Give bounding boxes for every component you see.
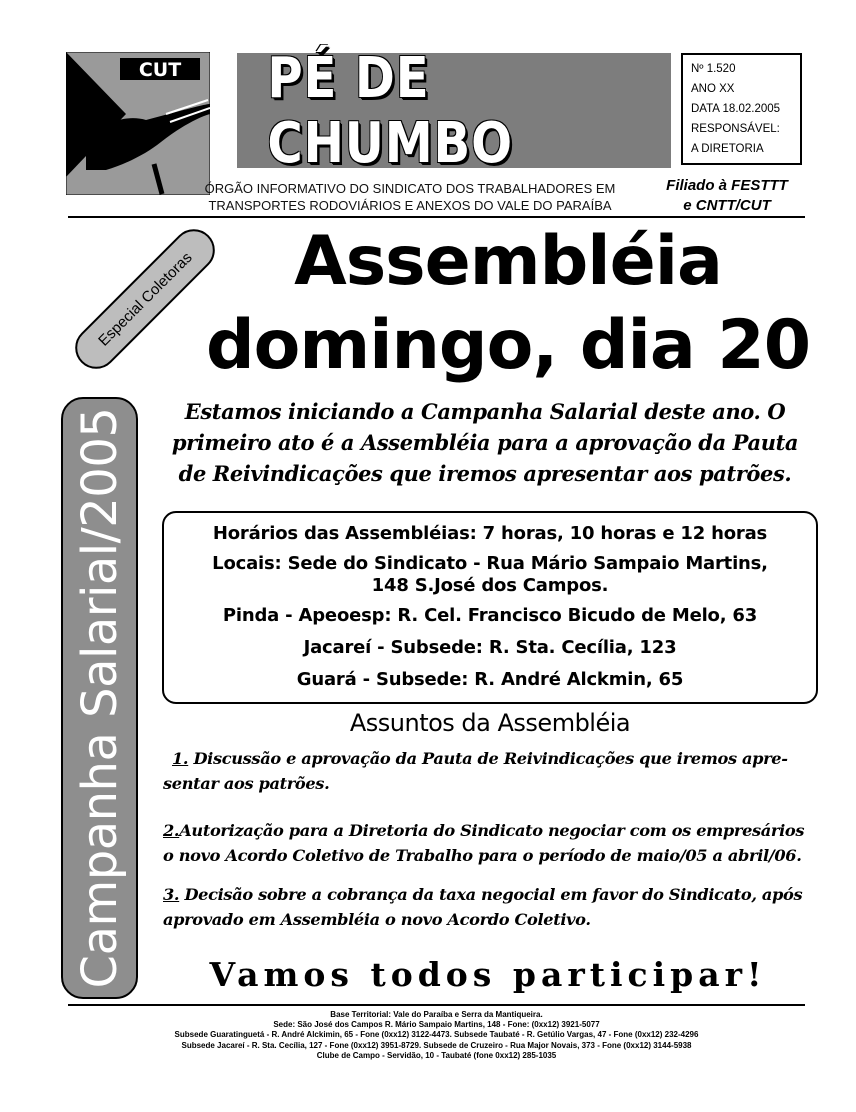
agenda-item-number: 1. xyxy=(172,749,189,768)
footer-line: Clube de Campo - Servidão, 10 - Taubaté (fone 0xx12) 285-1035 xyxy=(316,1050,557,1060)
schedule-location-guara: Guará - Subsede: R. André Alckmin, 65 xyxy=(296,669,684,690)
tagline xyxy=(170,180,650,214)
intro-paragraph xyxy=(160,396,810,489)
intro-line: Estamos iniciando a Campanha Salarial deste ano. O xyxy=(184,399,786,424)
cut-logo-text: CUT xyxy=(138,59,182,81)
campanha-salarial-banner xyxy=(61,397,138,999)
masthead xyxy=(237,45,671,176)
affiliation-line: e CNTT/CUT xyxy=(683,197,771,214)
agenda-item-text: aprovado em Assembléia o novo Acordo Coletivo. xyxy=(163,910,591,929)
intro-line: primeiro ato é a Assembléia para a aprovação da Pauta xyxy=(171,430,799,455)
agenda-item-text: Discussão e aprovação da Pauta de Reivindicações que iremos apre- xyxy=(188,749,788,768)
affiliation-line: Filiado à FESTTT xyxy=(666,177,788,194)
schedule-location: 148 S.José dos Campos. xyxy=(371,575,609,596)
footer-contacts xyxy=(68,1010,805,1061)
agenda-item xyxy=(163,818,813,868)
tagline-line: ÓRGÃO INFORMATIVO DO SINDICATO DOS TRABALHADORES EM xyxy=(204,181,616,196)
footer-line: Sede: São José dos Campos R. Mário Sampaio Martins, 148 - Fone: (0xx12) 3921-5077 xyxy=(273,1020,600,1030)
tagline-line: TRANSPORTES RODOVIÁRIOS E ANEXOS DO VALE DO PARAÍBA xyxy=(208,198,612,213)
agenda-item-text: sentar aos patrões. xyxy=(163,774,330,793)
agenda-item xyxy=(163,746,813,796)
footer-divider xyxy=(68,1004,805,1006)
schedule-location: Locais: Sede do Sindicato - Rua Mário Sampaio Martins, xyxy=(212,553,768,574)
affiliation xyxy=(652,176,802,216)
masthead-title: PÉ DE CHUMBO xyxy=(267,45,513,176)
footer-line: Base Territorial: Vale do Paraíba e Serra da Mantiqueira. xyxy=(330,1010,543,1019)
cut-logo xyxy=(66,52,210,195)
intro-line: de Reivindicações que iremos apresentar aos patrões. xyxy=(178,461,792,486)
schedule-box xyxy=(162,511,818,704)
headline-title: Assembléia xyxy=(294,222,722,301)
header-divider xyxy=(68,216,805,218)
headline-subtitle: domingo, dia 20 xyxy=(205,306,811,385)
campanha-salarial-text: Campanha Salarial/2005 xyxy=(71,407,128,989)
issue-responsible: A DIRETORIA xyxy=(691,143,764,155)
especial-coletoras-tag: Especial Coletoras xyxy=(67,221,224,378)
cut-logo-graphic xyxy=(66,52,210,195)
footer-line: Subsede Guaratinguetá - R. André Alckimin, 65 - Fone (0xx12) 3122-4473. Subsede Taubaté - R. Getúlio Vargas, 47 - Fone (0xx12) 232-4296 xyxy=(174,1030,699,1040)
schedule-location-jacarei: Jacareí - Subsede: R. Sta. Cecília, 123 xyxy=(303,637,677,658)
footer-line: Subsede Jacareí - R. Sta. Cecília, 127 - Fone (0xx12) 3951-8729. Subsede de Cruzeiro - Rua Major Novais, 373 - Fone (0xx12) 3144-5938 xyxy=(181,1040,692,1050)
issue-info-box xyxy=(681,53,802,165)
schedule-location-pinda: Pinda - Apeoesp: R. Cel. Francisco Bicudo de Melo, 63 xyxy=(222,605,758,626)
schedule-hours: Horários das Assembléias: 7 horas, 10 horas e 12 horas xyxy=(212,523,768,544)
issue-year: ANO XX xyxy=(691,83,735,95)
agenda-item-text: Autorização para a Diretoria do Sindicato negociar com os empresários xyxy=(179,821,805,840)
agenda-item-number: 2. xyxy=(163,821,180,840)
agenda-item-number: 3. xyxy=(163,885,180,904)
agenda-item xyxy=(163,882,813,932)
issue-responsible-label: RESPONSÁVEL: xyxy=(691,123,780,135)
agenda-item-text: o novo Acordo Coletivo de Trabalho para o período de maio/05 a abril/06. xyxy=(163,846,802,865)
agenda-item-text: Decisão sobre a cobrança da taxa negocial em favor do Sindicato, após xyxy=(179,885,803,904)
issue-number: Nº 1.520 xyxy=(691,63,736,75)
closing-slogan: Vamos todos participar! xyxy=(209,955,767,994)
assuntos-title: Assuntos da Assembléia xyxy=(349,709,631,737)
issue-date: DATA 18.02.2005 xyxy=(691,103,781,115)
